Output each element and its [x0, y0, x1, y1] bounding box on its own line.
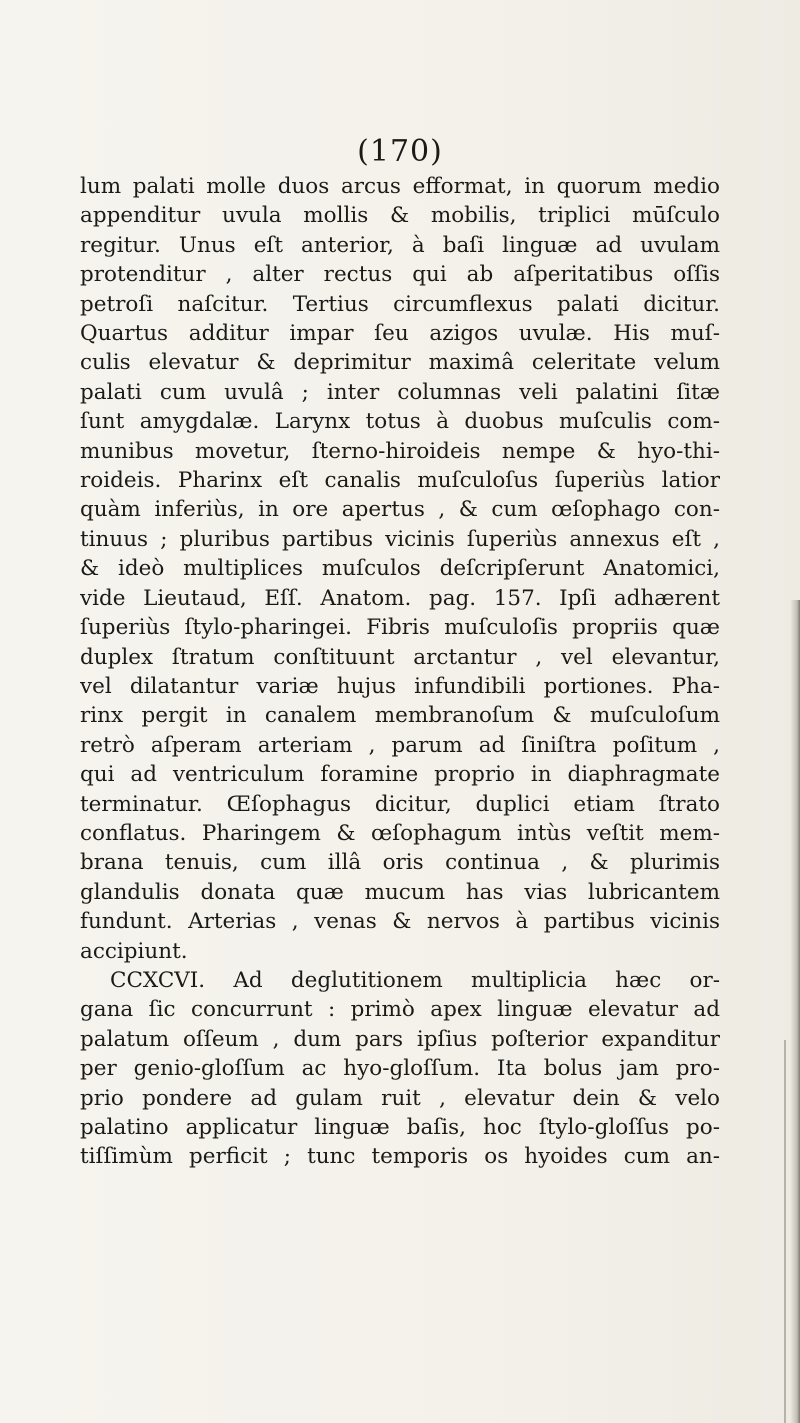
text-line: petroſi naſcitur. Tertius circumflexus palati dicitur. [80, 291, 720, 317]
page-edge-shadow [790, 600, 800, 1423]
text-line: vide Lieutaud, Eſſ. Anatom. pag. 157. Ipſi adhærent [80, 585, 720, 611]
body-text [80, 172, 720, 1172]
text-line: palati cum uvulâ ; inter columnas veli palatini ſitæ [80, 379, 720, 405]
text-line: tiſſimùm perficit ; tunc temporis os hyoides cum an- [80, 1144, 720, 1170]
text-line: tinuus ; pluribus partibus vicinis ſuperiùs annexus eſt , [80, 526, 720, 552]
page-number: (170) [357, 134, 443, 169]
text-line: qui ad ventriculum foramine proprio in diaphragmate [80, 762, 720, 788]
text-line: regitur. Unus eſt anterior, à baſi linguæ ad uvulam [80, 232, 720, 258]
text-line: prio pondere ad gulam ruit , elevatur dein & velo [80, 1085, 720, 1111]
text-line: & ideò multiplices muſculos deſcripſerunt Anatomici, [80, 556, 720, 582]
text-line: culis elevatur & deprimitur maximâ celeritate velum [80, 350, 720, 376]
text-line: rinx pergit in canalem membranoſum & muſculoſum [80, 703, 720, 729]
text-line: per genio-gloſſum ac hyo-gloſſum. Ita bolus jam pro- [80, 1056, 720, 1082]
text-line: protenditur , alter rectus qui ab aſperitatibus oſſis [80, 262, 720, 288]
text-line: roideis. Pharinx eſt canalis muſculoſus ſuperiùs latior [80, 468, 720, 494]
text-line: ſuperiùs ſtylo-pharingei. Fibris muſculoſis propriis quæ [80, 615, 720, 641]
text-line: palatum oſſeum , dum pars ipſius poſterior expanditur [80, 1026, 720, 1052]
text-line: CCXCVI. Ad deglutitionem multiplicia hæc or- [110, 967, 720, 993]
paragraph-2 [80, 966, 720, 1172]
text-line: vel dilatantur variæ hujus infundibili portiones. Pha- [80, 673, 720, 699]
text-line: accipiunt. [80, 938, 188, 964]
text-line: ſunt amygdalæ. Larynx totus à duobus muſculis com- [80, 409, 720, 435]
text-line: conflatus. Pharingem & œſophagum intùs veſtit mem- [80, 820, 720, 846]
text-line: palatino applicatur linguæ baſis, hoc ſtylo-gloſſus po- [80, 1115, 720, 1140]
paragraph-1 [80, 172, 720, 966]
page-edge-line [784, 1040, 786, 1423]
text-line: munibus movetur, ſterno-hiroideis nempe & hyo-thi- [80, 438, 720, 464]
text-line: quàm inferiùs, in ore apertus , & cum œſophago con- [80, 497, 720, 523]
text-line: appenditur uvula mollis & mobilis, triplici mūſculo [80, 203, 720, 229]
text-line: gana ſic concurrunt : primò apex linguæ elevatur ad [80, 997, 720, 1023]
text-line: terminatur. Œſophagus dicitur, duplici etiam ſtrato [80, 791, 720, 817]
text-line: duplex ſtratum conſtituunt arctantur , vel elevantur, [80, 644, 720, 670]
text-line: Quartus additur impar ſeu azigos uvulæ. His muſ- [80, 321, 720, 347]
text-line: glandulis donata quæ mucum has vias lubricantem [80, 879, 720, 905]
text-line: lum palati molle duos arcus efformat, in quorum medio [80, 174, 720, 199]
text-line: fundunt. Arterias , venas & nervos à partibus vicinis [80, 909, 720, 935]
text-line: brana tenuis, cum illâ oris continua , & plurimis [80, 850, 720, 876]
text-line: retrò aſperam arteriam , parum ad ſiniſtra poſitum , [80, 732, 720, 758]
